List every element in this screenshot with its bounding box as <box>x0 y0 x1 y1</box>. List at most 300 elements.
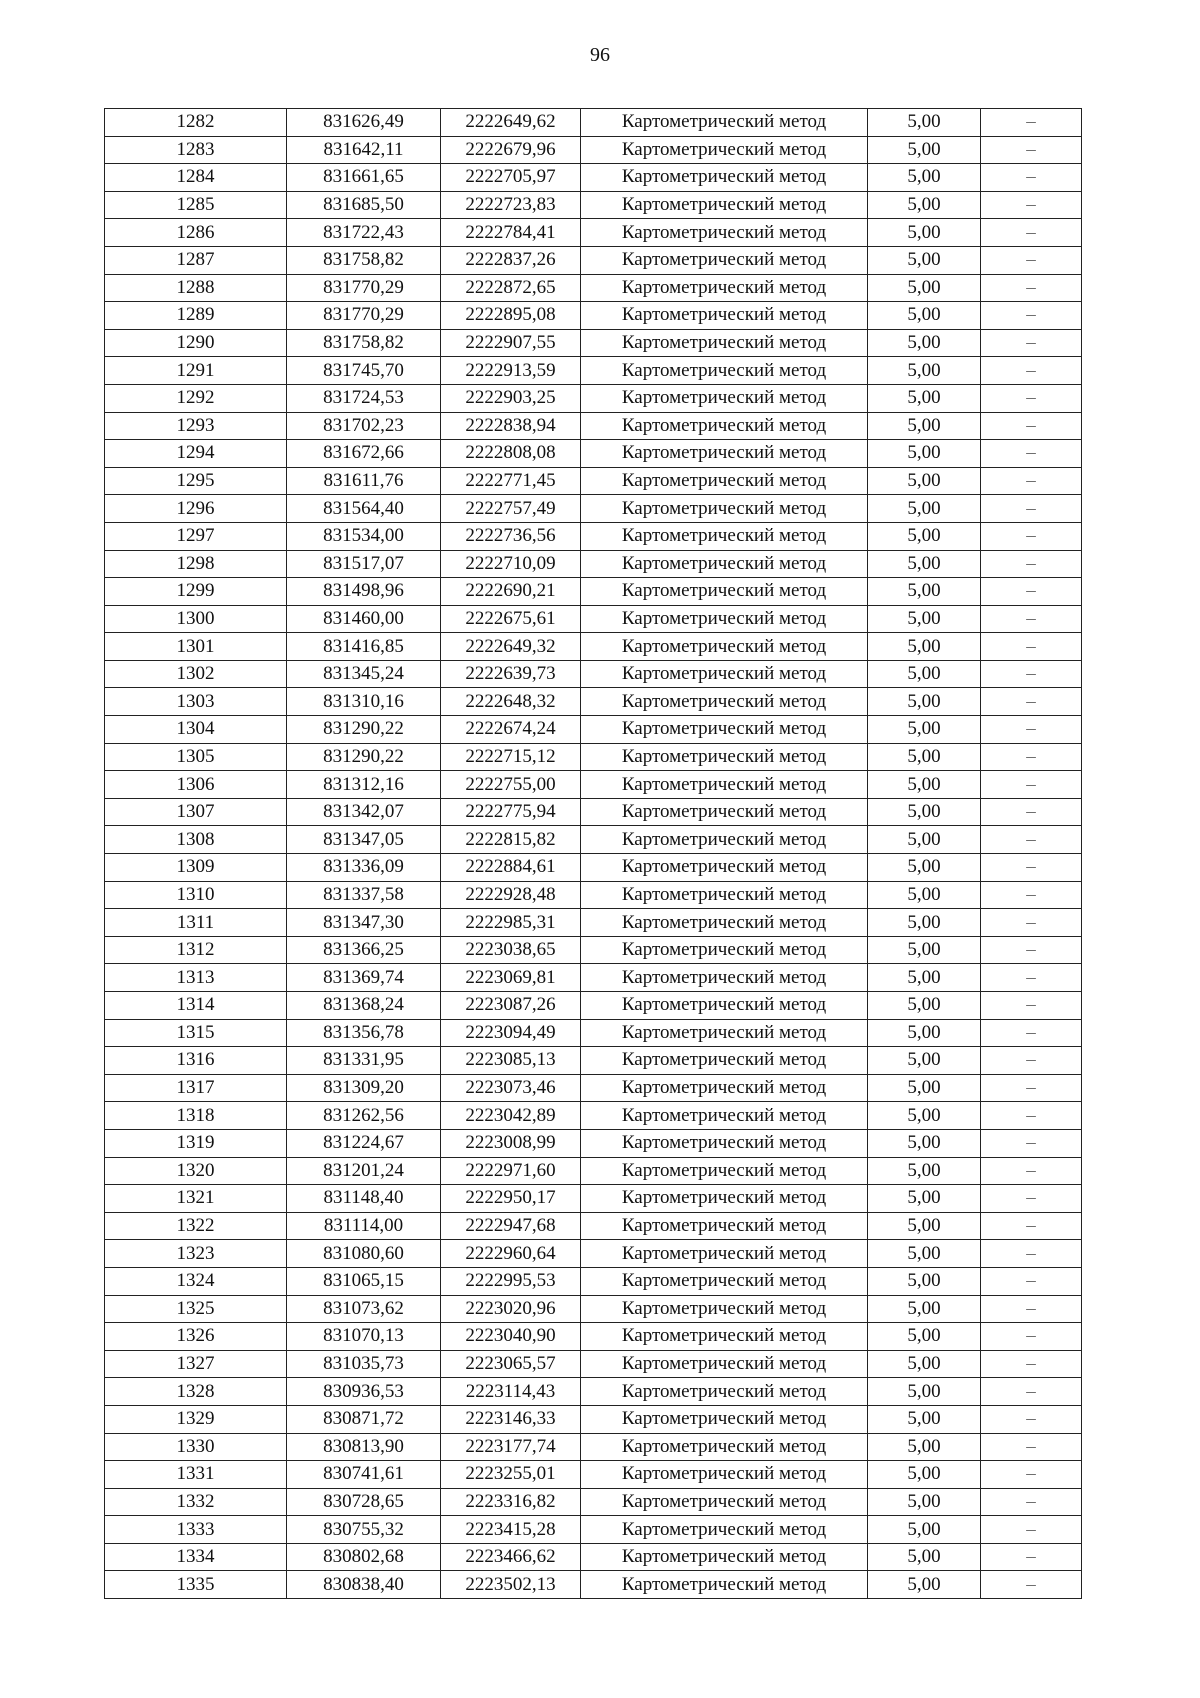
method-cell: Картометрический метод <box>581 1433 868 1461</box>
description-cell: – <box>981 1350 1082 1378</box>
table-row <box>105 1571 1082 1599</box>
point-number-cell: 1333 <box>105 1516 287 1544</box>
x-coordinate-cell: 831672,66 <box>287 440 441 468</box>
description-cell: – <box>981 357 1082 385</box>
table-row <box>105 1157 1082 1185</box>
method-cell: Картометрический метод <box>581 1047 868 1075</box>
description-cell: – <box>981 688 1082 716</box>
method-cell: Картометрический метод <box>581 1571 868 1599</box>
method-cell: Картометрический метод <box>581 578 868 606</box>
description-cell: – <box>981 936 1082 964</box>
y-coordinate-cell: 2222985,31 <box>441 909 581 937</box>
y-coordinate-cell: 2222907,55 <box>441 329 581 357</box>
x-coordinate-cell: 831770,29 <box>287 302 441 330</box>
point-number-cell: 1313 <box>105 964 287 992</box>
method-cell: Картометрический метод <box>581 964 868 992</box>
point-number-cell: 1316 <box>105 1047 287 1075</box>
table-row <box>105 660 1082 688</box>
x-coordinate-cell: 831342,07 <box>287 798 441 826</box>
method-cell: Картометрический метод <box>581 219 868 247</box>
description-cell: – <box>981 1129 1082 1157</box>
description-cell: – <box>981 1047 1082 1075</box>
method-cell: Картометрический метод <box>581 191 868 219</box>
table-row <box>105 771 1082 799</box>
x-coordinate-cell: 830838,40 <box>287 1571 441 1599</box>
accuracy-cell: 5,00 <box>868 329 981 357</box>
accuracy-cell: 5,00 <box>868 467 981 495</box>
x-coordinate-cell: 831345,24 <box>287 660 441 688</box>
method-cell: Картометрический метод <box>581 1185 868 1213</box>
method-cell: Картометрический метод <box>581 716 868 744</box>
table-row <box>105 522 1082 550</box>
accuracy-cell: 5,00 <box>868 826 981 854</box>
x-coordinate-cell: 831745,70 <box>287 357 441 385</box>
point-number-cell: 1318 <box>105 1102 287 1130</box>
table-row <box>105 578 1082 606</box>
description-cell: – <box>981 1405 1082 1433</box>
method-cell: Картометрический метод <box>581 329 868 357</box>
x-coordinate-cell: 831065,15 <box>287 1267 441 1295</box>
accuracy-cell: 5,00 <box>868 246 981 274</box>
x-coordinate-cell: 831262,56 <box>287 1102 441 1130</box>
point-number-cell: 1304 <box>105 716 287 744</box>
table-row <box>105 1047 1082 1075</box>
point-number-cell: 1284 <box>105 164 287 192</box>
point-number-cell: 1312 <box>105 936 287 964</box>
y-coordinate-cell: 2222723,83 <box>441 191 581 219</box>
table-row <box>105 826 1082 854</box>
x-coordinate-cell: 831224,67 <box>287 1129 441 1157</box>
table-row <box>105 1433 1082 1461</box>
point-number-cell: 1319 <box>105 1129 287 1157</box>
point-number-cell: 1329 <box>105 1405 287 1433</box>
accuracy-cell: 5,00 <box>868 798 981 826</box>
accuracy-cell: 5,00 <box>868 219 981 247</box>
method-cell: Картометрический метод <box>581 633 868 661</box>
method-cell: Картометрический метод <box>581 1461 868 1489</box>
x-coordinate-cell: 831642,11 <box>287 136 441 164</box>
accuracy-cell: 5,00 <box>868 1405 981 1433</box>
description-cell: – <box>981 191 1082 219</box>
point-number-cell: 1308 <box>105 826 287 854</box>
description-cell: – <box>981 219 1082 247</box>
y-coordinate-cell: 2222928,48 <box>441 881 581 909</box>
accuracy-cell: 5,00 <box>868 522 981 550</box>
method-cell: Картометрический метод <box>581 992 868 1020</box>
description-cell: – <box>981 1074 1082 1102</box>
y-coordinate-cell: 2223065,57 <box>441 1350 581 1378</box>
description-cell: – <box>981 274 1082 302</box>
y-coordinate-cell: 2222913,59 <box>441 357 581 385</box>
x-coordinate-cell: 831035,73 <box>287 1350 441 1378</box>
accuracy-cell: 5,00 <box>868 1488 981 1516</box>
y-coordinate-cell: 2223073,46 <box>441 1074 581 1102</box>
table-row <box>105 992 1082 1020</box>
point-number-cell: 1335 <box>105 1571 287 1599</box>
method-cell: Картометрический метод <box>581 1129 868 1157</box>
method-cell: Картометрический метод <box>581 1516 868 1544</box>
description-cell: – <box>981 964 1082 992</box>
y-coordinate-cell: 2222884,61 <box>441 854 581 882</box>
accuracy-cell: 5,00 <box>868 1267 981 1295</box>
accuracy-cell: 5,00 <box>868 578 981 606</box>
description-cell: – <box>981 1295 1082 1323</box>
point-number-cell: 1332 <box>105 1488 287 1516</box>
y-coordinate-cell: 2222903,25 <box>441 384 581 412</box>
table-row <box>105 1240 1082 1268</box>
point-number-cell: 1297 <box>105 522 287 550</box>
x-coordinate-cell: 831290,22 <box>287 743 441 771</box>
method-cell: Картометрический метод <box>581 136 868 164</box>
x-coordinate-cell: 831368,24 <box>287 992 441 1020</box>
method-cell: Картометрический метод <box>581 384 868 412</box>
table-row <box>105 1323 1082 1351</box>
point-number-cell: 1327 <box>105 1350 287 1378</box>
accuracy-cell: 5,00 <box>868 302 981 330</box>
table-row <box>105 246 1082 274</box>
accuracy-cell: 5,00 <box>868 909 981 937</box>
x-coordinate-cell: 831312,16 <box>287 771 441 799</box>
method-cell: Картометрический метод <box>581 522 868 550</box>
x-coordinate-cell: 831702,23 <box>287 412 441 440</box>
x-coordinate-cell: 831685,50 <box>287 191 441 219</box>
accuracy-cell: 5,00 <box>868 109 981 137</box>
table-row <box>105 743 1082 771</box>
accuracy-cell: 5,00 <box>868 1157 981 1185</box>
y-coordinate-cell: 2222950,17 <box>441 1185 581 1213</box>
description-cell: – <box>981 1433 1082 1461</box>
y-coordinate-cell: 2222947,68 <box>441 1212 581 1240</box>
description-cell: – <box>981 1378 1082 1406</box>
table-row <box>105 191 1082 219</box>
description-cell: – <box>981 109 1082 137</box>
accuracy-cell: 5,00 <box>868 716 981 744</box>
x-coordinate-cell: 831309,20 <box>287 1074 441 1102</box>
x-coordinate-cell: 830871,72 <box>287 1405 441 1433</box>
description-cell: – <box>981 1267 1082 1295</box>
point-number-cell: 1299 <box>105 578 287 606</box>
accuracy-cell: 5,00 <box>868 771 981 799</box>
x-coordinate-cell: 831080,60 <box>287 1240 441 1268</box>
table-row <box>105 1074 1082 1102</box>
table-row <box>105 1267 1082 1295</box>
x-coordinate-cell: 830813,90 <box>287 1433 441 1461</box>
point-number-cell: 1301 <box>105 633 287 661</box>
description-cell: – <box>981 1102 1082 1130</box>
accuracy-cell: 5,00 <box>868 1350 981 1378</box>
accuracy-cell: 5,00 <box>868 384 981 412</box>
table-row <box>105 164 1082 192</box>
method-cell: Картометрический метод <box>581 1405 868 1433</box>
x-coordinate-cell: 831369,74 <box>287 964 441 992</box>
table-row <box>105 329 1082 357</box>
method-cell: Картометрический метод <box>581 440 868 468</box>
method-cell: Картометрический метод <box>581 1543 868 1571</box>
y-coordinate-cell: 2222775,94 <box>441 798 581 826</box>
description-cell: – <box>981 992 1082 1020</box>
point-number-cell: 1298 <box>105 550 287 578</box>
accuracy-cell: 5,00 <box>868 1212 981 1240</box>
x-coordinate-cell: 831201,24 <box>287 1157 441 1185</box>
description-cell: – <box>981 1543 1082 1571</box>
y-coordinate-cell: 2222705,97 <box>441 164 581 192</box>
description-cell: – <box>981 246 1082 274</box>
x-coordinate-cell: 830802,68 <box>287 1543 441 1571</box>
x-coordinate-cell: 831611,76 <box>287 467 441 495</box>
y-coordinate-cell: 2223316,82 <box>441 1488 581 1516</box>
method-cell: Картометрический метод <box>581 467 868 495</box>
y-coordinate-cell: 2223087,26 <box>441 992 581 1020</box>
method-cell: Картометрический метод <box>581 688 868 716</box>
table-row <box>105 1405 1082 1433</box>
table-row <box>105 412 1082 440</box>
point-number-cell: 1334 <box>105 1543 287 1571</box>
method-cell: Картометрический метод <box>581 1212 868 1240</box>
description-cell: – <box>981 881 1082 909</box>
description-cell: – <box>981 1571 1082 1599</box>
accuracy-cell: 5,00 <box>868 1240 981 1268</box>
accuracy-cell: 5,00 <box>868 605 981 633</box>
method-cell: Картометрический метод <box>581 1323 868 1351</box>
method-cell: Картометрический метод <box>581 1074 868 1102</box>
description-cell: – <box>981 1019 1082 1047</box>
description-cell: – <box>981 440 1082 468</box>
table-row <box>105 109 1082 137</box>
point-number-cell: 1282 <box>105 109 287 137</box>
accuracy-cell: 5,00 <box>868 1461 981 1489</box>
x-coordinate-cell: 831356,78 <box>287 1019 441 1047</box>
method-cell: Картометрический метод <box>581 302 868 330</box>
x-coordinate-cell: 831626,49 <box>287 109 441 137</box>
method-cell: Картометрический метод <box>581 164 868 192</box>
table-row <box>105 136 1082 164</box>
y-coordinate-cell: 2222755,00 <box>441 771 581 799</box>
y-coordinate-cell: 2222710,09 <box>441 550 581 578</box>
method-cell: Картометрический метод <box>581 1240 868 1268</box>
point-number-cell: 1323 <box>105 1240 287 1268</box>
x-coordinate-cell: 831310,16 <box>287 688 441 716</box>
accuracy-cell: 5,00 <box>868 495 981 523</box>
accuracy-cell: 5,00 <box>868 1323 981 1351</box>
description-cell: – <box>981 329 1082 357</box>
table-row <box>105 605 1082 633</box>
table-row <box>105 1461 1082 1489</box>
table-row <box>105 1212 1082 1240</box>
x-coordinate-cell: 831366,25 <box>287 936 441 964</box>
description-cell: – <box>981 1185 1082 1213</box>
accuracy-cell: 5,00 <box>868 743 981 771</box>
method-cell: Картометрический метод <box>581 109 868 137</box>
accuracy-cell: 5,00 <box>868 274 981 302</box>
point-number-cell: 1300 <box>105 605 287 633</box>
y-coordinate-cell: 2222808,08 <box>441 440 581 468</box>
description-cell: – <box>981 384 1082 412</box>
accuracy-cell: 5,00 <box>868 1433 981 1461</box>
x-coordinate-cell: 831758,82 <box>287 246 441 274</box>
point-number-cell: 1295 <box>105 467 287 495</box>
method-cell: Картометрический метод <box>581 246 868 274</box>
x-coordinate-cell: 831337,58 <box>287 881 441 909</box>
description-cell: – <box>981 743 1082 771</box>
accuracy-cell: 5,00 <box>868 688 981 716</box>
table-row <box>105 384 1082 412</box>
x-coordinate-cell: 831564,40 <box>287 495 441 523</box>
y-coordinate-cell: 2222679,96 <box>441 136 581 164</box>
description-cell: – <box>981 164 1082 192</box>
y-coordinate-cell: 2222639,73 <box>441 660 581 688</box>
point-number-cell: 1310 <box>105 881 287 909</box>
accuracy-cell: 5,00 <box>868 164 981 192</box>
accuracy-cell: 5,00 <box>868 964 981 992</box>
x-coordinate-cell: 831347,05 <box>287 826 441 854</box>
description-cell: – <box>981 495 1082 523</box>
point-number-cell: 1330 <box>105 1433 287 1461</box>
accuracy-cell: 5,00 <box>868 992 981 1020</box>
y-coordinate-cell: 2222648,32 <box>441 688 581 716</box>
table-row <box>105 964 1082 992</box>
description-cell: – <box>981 826 1082 854</box>
x-coordinate-cell: 831416,85 <box>287 633 441 661</box>
point-number-cell: 1321 <box>105 1185 287 1213</box>
description-cell: – <box>981 854 1082 882</box>
point-number-cell: 1283 <box>105 136 287 164</box>
y-coordinate-cell: 2222872,65 <box>441 274 581 302</box>
description-cell: – <box>981 412 1082 440</box>
description-cell: – <box>981 771 1082 799</box>
y-coordinate-cell: 2223502,13 <box>441 1571 581 1599</box>
x-coordinate-cell: 831517,07 <box>287 550 441 578</box>
accuracy-cell: 5,00 <box>868 412 981 440</box>
accuracy-cell: 5,00 <box>868 660 981 688</box>
accuracy-cell: 5,00 <box>868 1516 981 1544</box>
x-coordinate-cell: 831661,65 <box>287 164 441 192</box>
accuracy-cell: 5,00 <box>868 854 981 882</box>
y-coordinate-cell: 2223094,49 <box>441 1019 581 1047</box>
y-coordinate-cell: 2223146,33 <box>441 1405 581 1433</box>
y-coordinate-cell: 2222771,45 <box>441 467 581 495</box>
y-coordinate-cell: 2222715,12 <box>441 743 581 771</box>
method-cell: Картометрический метод <box>581 660 868 688</box>
y-coordinate-cell: 2223177,74 <box>441 1433 581 1461</box>
description-cell: – <box>981 1461 1082 1489</box>
y-coordinate-cell: 2223085,13 <box>441 1047 581 1075</box>
description-cell: – <box>981 136 1082 164</box>
y-coordinate-cell: 2223008,99 <box>441 1129 581 1157</box>
table-row <box>105 909 1082 937</box>
method-cell: Картометрический метод <box>581 1295 868 1323</box>
y-coordinate-cell: 2223114,43 <box>441 1378 581 1406</box>
description-cell: – <box>981 550 1082 578</box>
accuracy-cell: 5,00 <box>868 1102 981 1130</box>
accuracy-cell: 5,00 <box>868 1543 981 1571</box>
method-cell: Картометрический метод <box>581 550 868 578</box>
method-cell: Картометрический метод <box>581 274 868 302</box>
accuracy-cell: 5,00 <box>868 633 981 661</box>
description-cell: – <box>981 1157 1082 1185</box>
x-coordinate-cell: 831073,62 <box>287 1295 441 1323</box>
table-row <box>105 1488 1082 1516</box>
point-number-cell: 1317 <box>105 1074 287 1102</box>
point-number-cell: 1326 <box>105 1323 287 1351</box>
description-cell: – <box>981 605 1082 633</box>
accuracy-cell: 5,00 <box>868 1378 981 1406</box>
method-cell: Картометрический метод <box>581 1019 868 1047</box>
table-row <box>105 1102 1082 1130</box>
x-coordinate-cell: 831148,40 <box>287 1185 441 1213</box>
x-coordinate-cell: 831534,00 <box>287 522 441 550</box>
point-number-cell: 1320 <box>105 1157 287 1185</box>
method-cell: Картометрический метод <box>581 909 868 937</box>
table-row <box>105 1295 1082 1323</box>
coordinates-table-body <box>105 109 1082 1599</box>
point-number-cell: 1309 <box>105 854 287 882</box>
coordinates-table <box>104 108 1082 1599</box>
table-row <box>105 1543 1082 1571</box>
method-cell: Картометрический метод <box>581 936 868 964</box>
table-row <box>105 854 1082 882</box>
description-cell: – <box>981 578 1082 606</box>
description-cell: – <box>981 909 1082 937</box>
point-number-cell: 1322 <box>105 1212 287 1240</box>
table-row <box>105 219 1082 247</box>
table-row <box>105 688 1082 716</box>
table-row <box>105 1516 1082 1544</box>
accuracy-cell: 5,00 <box>868 136 981 164</box>
description-cell: – <box>981 1212 1082 1240</box>
table-row <box>105 1378 1082 1406</box>
accuracy-cell: 5,00 <box>868 550 981 578</box>
table-row <box>105 936 1082 964</box>
description-cell: – <box>981 1240 1082 1268</box>
x-coordinate-cell: 831460,00 <box>287 605 441 633</box>
x-coordinate-cell: 831722,43 <box>287 219 441 247</box>
method-cell: Картометрический метод <box>581 1102 868 1130</box>
description-cell: – <box>981 716 1082 744</box>
x-coordinate-cell: 831347,30 <box>287 909 441 937</box>
point-number-cell: 1291 <box>105 357 287 385</box>
point-number-cell: 1290 <box>105 329 287 357</box>
method-cell: Картометрический метод <box>581 357 868 385</box>
table-row <box>105 550 1082 578</box>
page-number: 96 <box>590 44 610 66</box>
table-row <box>105 798 1082 826</box>
method-cell: Картометрический метод <box>581 1350 868 1378</box>
table-row <box>105 357 1082 385</box>
y-coordinate-cell: 2222837,26 <box>441 246 581 274</box>
point-number-cell: 1328 <box>105 1378 287 1406</box>
y-coordinate-cell: 2222736,56 <box>441 522 581 550</box>
accuracy-cell: 5,00 <box>868 1019 981 1047</box>
table-row <box>105 716 1082 744</box>
x-coordinate-cell: 830936,53 <box>287 1378 441 1406</box>
description-cell: – <box>981 302 1082 330</box>
y-coordinate-cell: 2223069,81 <box>441 964 581 992</box>
y-coordinate-cell: 2223038,65 <box>441 936 581 964</box>
description-cell: – <box>981 660 1082 688</box>
x-coordinate-cell: 830741,61 <box>287 1461 441 1489</box>
y-coordinate-cell: 2222649,32 <box>441 633 581 661</box>
point-number-cell: 1325 <box>105 1295 287 1323</box>
y-coordinate-cell: 2222674,24 <box>441 716 581 744</box>
x-coordinate-cell: 831770,29 <box>287 274 441 302</box>
point-number-cell: 1293 <box>105 412 287 440</box>
method-cell: Картометрический метод <box>581 798 868 826</box>
y-coordinate-cell: 2222784,41 <box>441 219 581 247</box>
accuracy-cell: 5,00 <box>868 936 981 964</box>
point-number-cell: 1331 <box>105 1461 287 1489</box>
accuracy-cell: 5,00 <box>868 1129 981 1157</box>
y-coordinate-cell: 2223466,62 <box>441 1543 581 1571</box>
